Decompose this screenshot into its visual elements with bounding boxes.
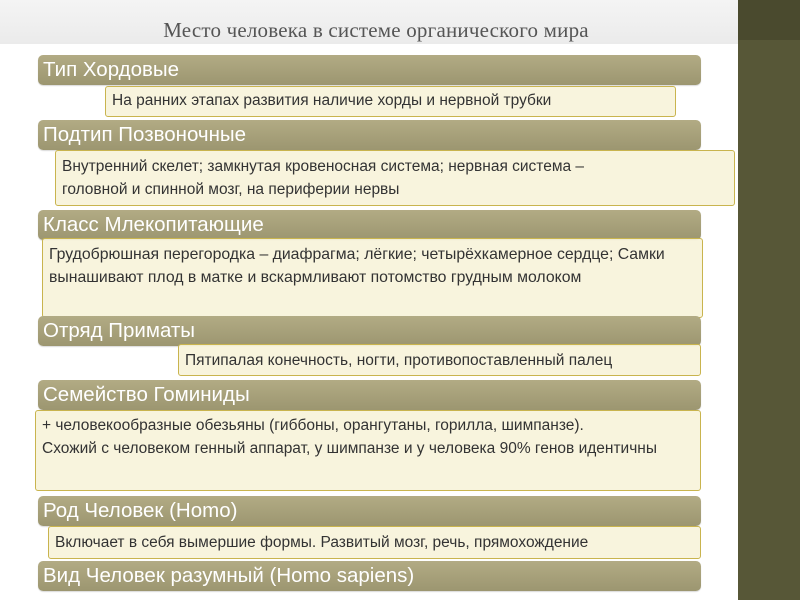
- level-bar-genus: Род Человек (Homo): [38, 496, 701, 526]
- level-bar-type: Тип Хордовые: [38, 55, 701, 85]
- level-desc-genus: Включает в себя вымершие формы. Развитый мозг, речь, прямохождение: [48, 526, 701, 559]
- level-bar-class: Класс Млекопитающие: [38, 210, 701, 240]
- level-desc-family: + человекообразные обезьяны (гиббоны, орангутаны, горилла, шимпанзе). Схожий с человеком генный аппарат, у шимпанзе и у человека 90% генов идентичны: [35, 410, 701, 491]
- level-bar-order: Отряд Приматы: [38, 316, 701, 346]
- side-decoration-strip: [738, 0, 800, 600]
- level-bar-family: Семейство Гоминиды: [38, 380, 701, 410]
- level-bar-species: Вид Человек разумный (Homo sapiens): [38, 561, 701, 591]
- level-desc-order: Пятипалая конечность, ногти, противопоставленный палец: [178, 344, 701, 376]
- level-desc-subtype: Внутренний скелет; замкнутая кровеносная система; нервная система – головной и спинной мозг, на периферии нервы: [55, 150, 735, 206]
- level-desc-type: На ранних этапах развития наличие хорды и нервной трубки: [105, 86, 676, 117]
- level-bar-subtype: Подтип Позвоночные: [38, 120, 701, 150]
- level-desc-class: Грудобрюшная перегородка – диафрагма; лёгкие; четырёхкамерное сердце; Самки вынашивают плод в матке и вскармливают потомство грудным молоком: [42, 238, 703, 318]
- slide-title: Место человека в системе органического мира: [163, 18, 589, 42]
